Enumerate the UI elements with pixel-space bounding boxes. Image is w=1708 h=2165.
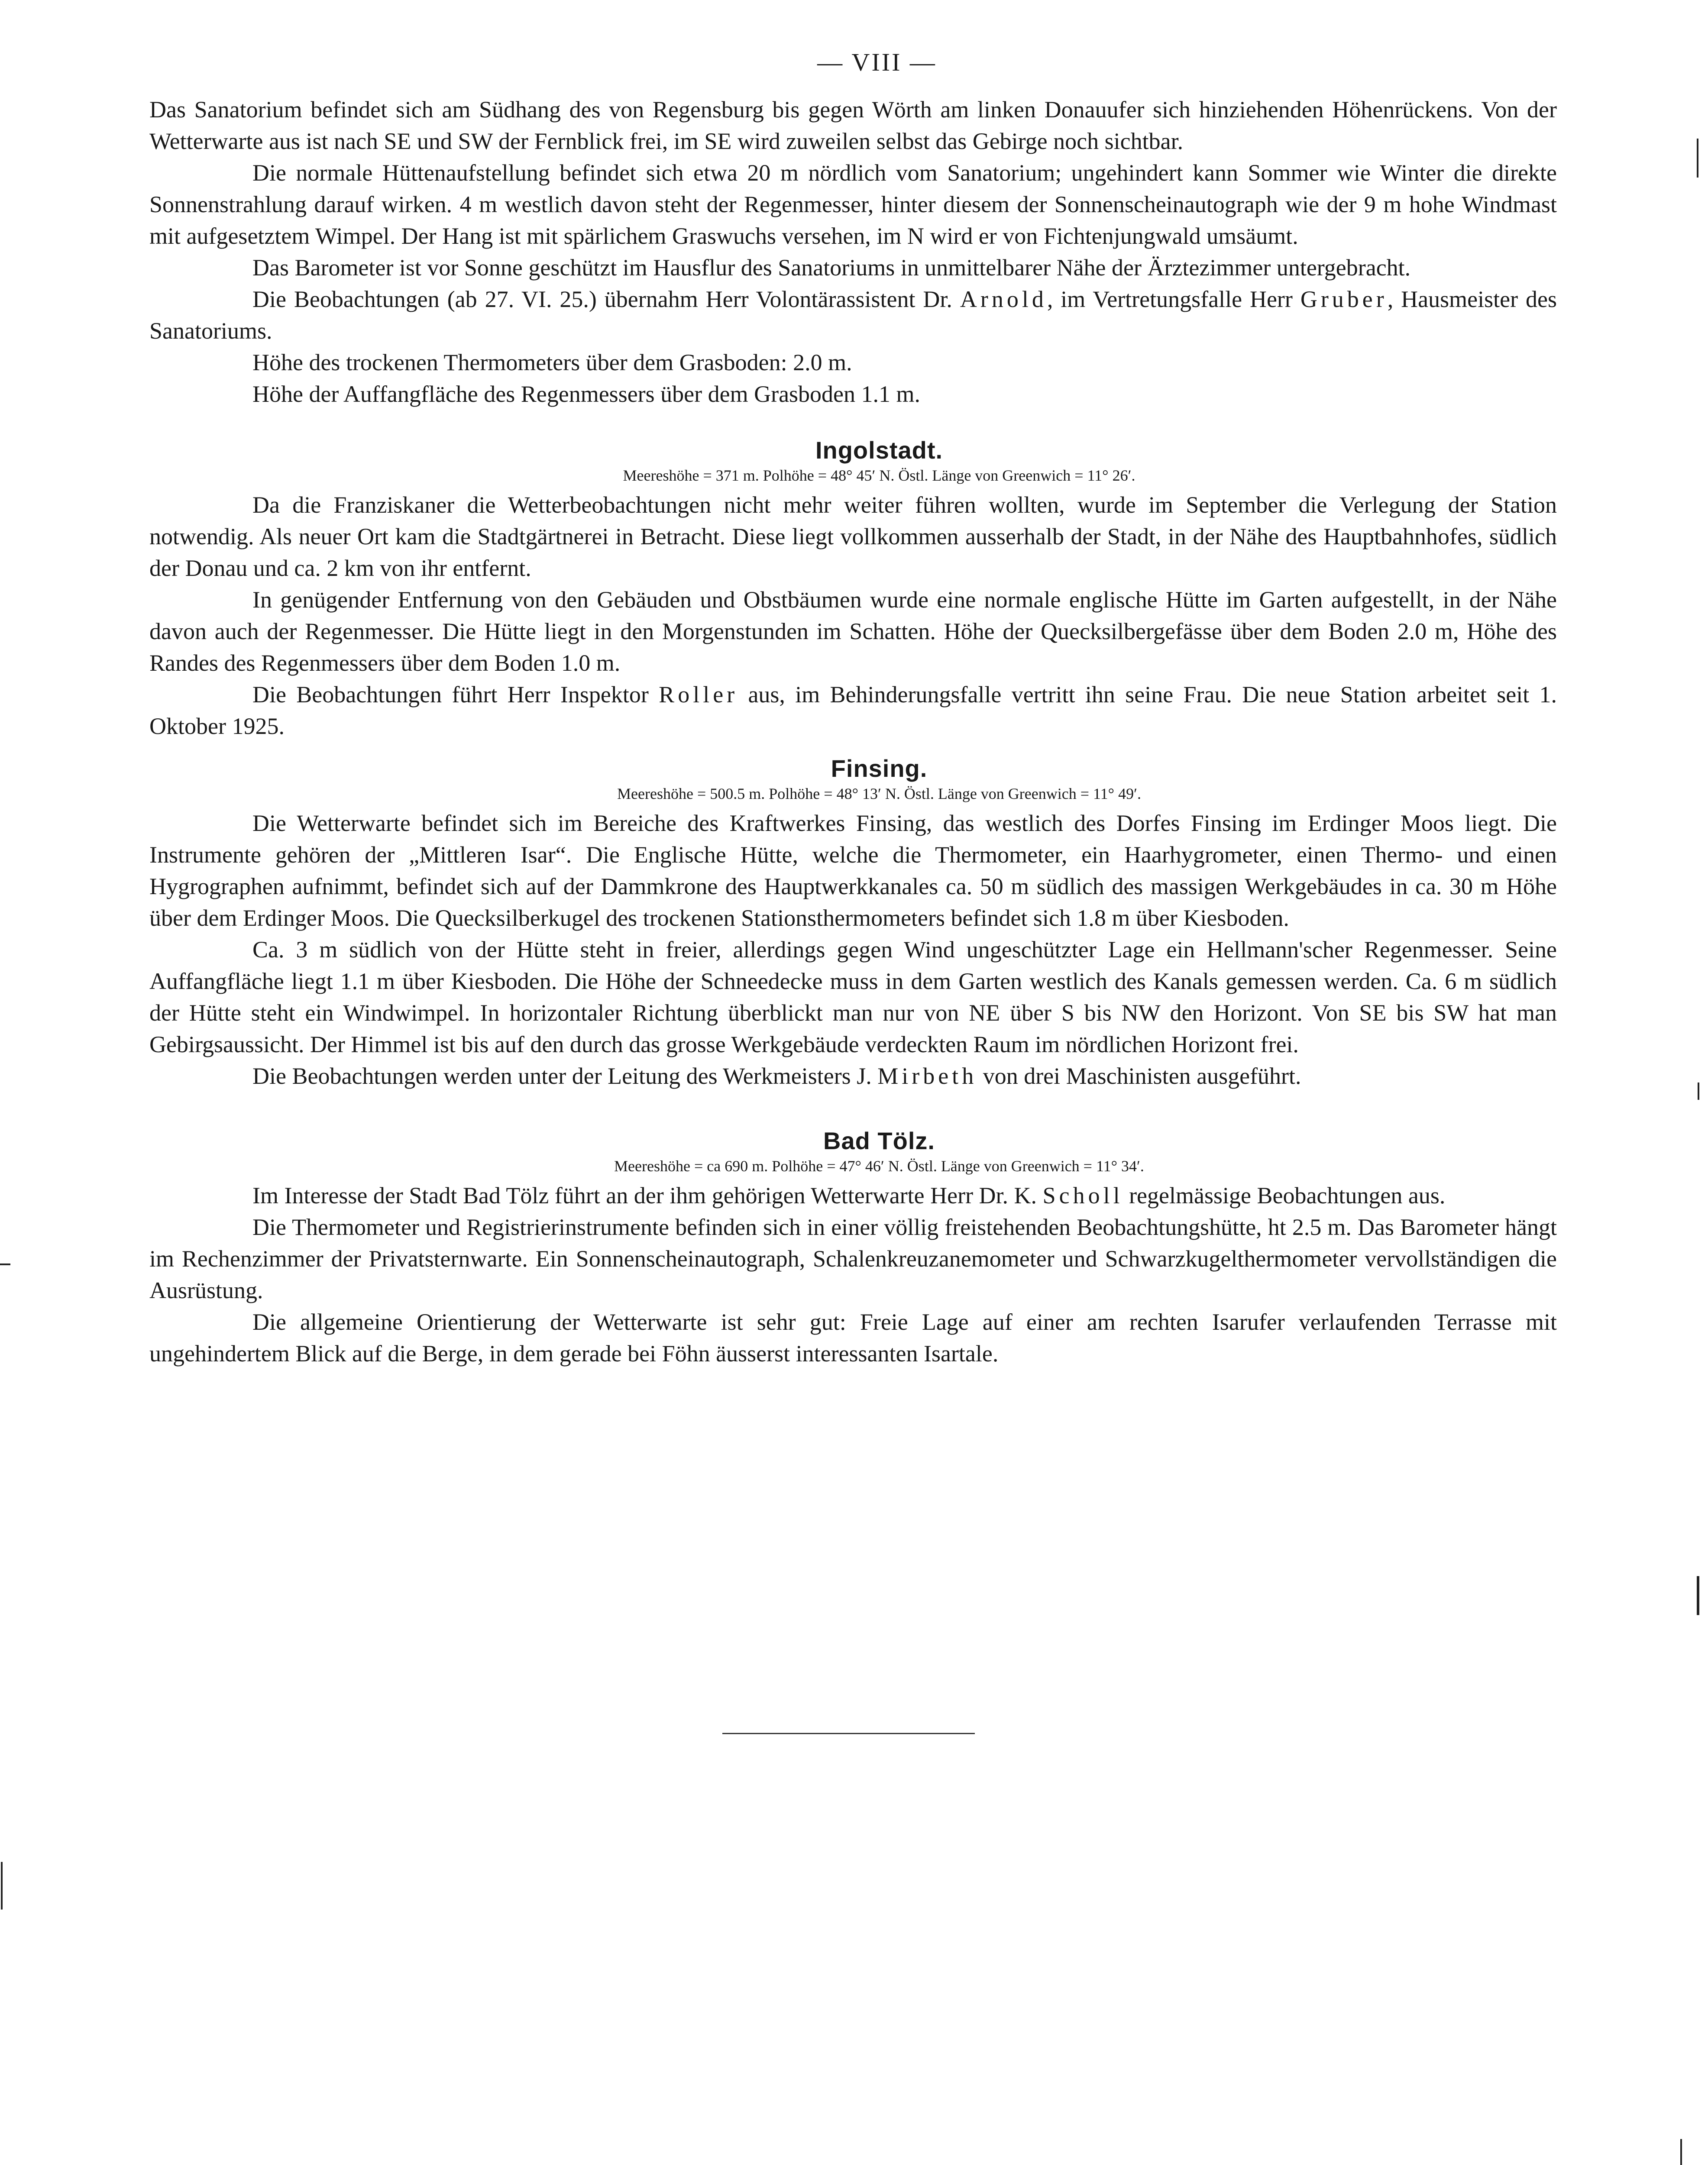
ingolstadt-observers-text-2: aus, im Behinderungsfalle vertritt ihn seine Frau. Die neue Station arbeitet seit 1. Oktober 1925. (149, 682, 1557, 739)
paragraph-observers (149, 284, 1557, 347)
paragraph-thermometer-height: Höhe des trockenen Thermometers über dem Grasboden: 2.0 m. (252, 349, 852, 375)
section-finsing (149, 754, 1557, 1092)
section-bad-toelz (149, 1127, 1557, 1370)
meta-finsing: Meereshöhe = 500.5 m. Polhöhe = 48° 13′ N. Östl. Länge von Greenwich = 11° 49′. (617, 785, 1141, 802)
finsing-observers-text-1: Die Beobachtungen werden unter der Leitung des Werkmeisters J. (252, 1063, 878, 1089)
heading-ingolstadt: Ingolstadt. (815, 436, 943, 464)
observer-name-roller: Roller (659, 682, 738, 708)
observers-text-2: , im Vertretungsfalle Herr (1047, 286, 1300, 312)
scan-margin-mark (1, 1862, 3, 1910)
scan-margin-mark (1698, 1082, 1699, 1100)
document-page (149, 48, 1557, 1370)
finsing-observers-text-2: von drei Maschinisten ausgeführt. (977, 1063, 1301, 1089)
paragraph-toelz-instruments: Die Thermometer und Registrierinstrumente befinden sich in einer völlig freistehenden Beobachtungshütte, ht 2.5 m. Das Barometer hängt im Rechenzimmer der Privatsternwarte. Ein Sonnenscheinautograph, Schalenkreuzanemometer und Schwarzkugelthermometer vervollständigen die Ausrüstung. (149, 1214, 1557, 1303)
heading-finsing: Finsing. (831, 755, 928, 782)
paragraph-hut-placement: Die normale Hüttenaufstellung befindet sich etwa 20 m nördlich vom Sanatorium; ungehindert kann Sommer wie Winter die direkte Sonnenstrahlung darauf wirken. 4 m westlich davon steht der Regenmesser, hinter diesem der Sonnenscheinautograph wie der 9 m hohe Windmast mit aufgesetztem Wimpel. Der Hang ist mit spärlichem Graswuchs versehen, im N wird er von Fichtenjungwald umsäumt. (149, 160, 1557, 249)
observer-name-gruber: Gruber (1300, 286, 1388, 312)
observers-text-1: Die Beobachtungen (ab 27. VI. 25.) übernahm Herr Volontärassistent Dr. (252, 286, 960, 312)
ingolstadt-observers-text-1: Die Beobachtungen führt Herr Inspektor (252, 682, 659, 708)
paragraph-toelz-orientation: Die allgemeine Orientierung der Wetterwarte ist sehr gut: Freie Lage auf einer am rechten Isarufer verlaufenden Terrasse mit ungehindertem Blick auf die Berge, in dem gerade bei Föhn äusserst interessanten Isartale. (149, 1309, 1557, 1367)
spacer (149, 410, 1557, 436)
paragraph-finsing-observers (149, 1060, 1557, 1092)
spacer (149, 1092, 1557, 1127)
toelz-observer-text-1: Im Interesse der Stadt Bad Tölz führt an der ihm gehörigen Wetterwarte Herr Dr. K. (252, 1183, 1043, 1209)
end-rule (722, 1733, 975, 1734)
meta-ingolstadt: Meereshöhe = 371 m. Polhöhe = 48° 45′ N. Östl. Länge von Greenwich = 11° 26′. (623, 467, 1135, 484)
heading-bad-toelz: Bad Tölz. (823, 1127, 935, 1154)
paragraph-finsing-raingauge: Ca. 3 m südlich von der Hütte steht in freier, allerdings gegen Wind ungeschützter Lage ein Hellmann'scher Regenmesser. Seine Auffangfläche liegt 1.1 m über Kiesboden. Die Höhe der Schneedecke muss in dem Garten westlich des Kanals gemessen werden. Ca. 6 m südlich der Hütte steht ein Windwimpel. In horizontaler Richtung überblickt man nur von NE über S bis NW den Horizont. Von SE bis SW hat man Gebirgsaussicht. Der Himmel ist bis auf den durch das grosse Werkgebäude verdeckten Raum im nördlichen Horizont frei. (149, 937, 1557, 1057)
toelz-observer-text-2: regelmässige Beobachtungen aus. (1123, 1183, 1446, 1209)
scan-margin-mark (1697, 139, 1698, 178)
scan-margin-mark (1697, 1576, 1699, 1615)
section-ingolstadt (149, 436, 1557, 742)
meta-bad-toelz: Meereshöhe = ca 690 m. Polhöhe = 47° 46′ N. Östl. Länge von Greenwich = 11° 34′. (614, 1157, 1144, 1175)
observer-name-mirbeth: Mirbeth (877, 1063, 977, 1089)
paragraph-sanatorium-location: Das Sanatorium befindet sich am Südhang des von Regensburg bis gegen Wörth am linken Donauufer sich hinziehenden Höhenrückens. Von der Wetterwarte aus ist nach SE und SW der Fernblick frei, im SE wird zuweilen selbst das Gebirge noch sichtbar. (149, 97, 1557, 154)
observer-name-scholl: Scholl (1042, 1183, 1123, 1209)
paragraph-ingolstadt-hut: In genügender Entfernung von den Gebäuden und Obstbäumen wurde eine normale englische Hütte im Garten aufgestellt, in der Nähe davon auch der Regenmesser. Die Hütte liegt in den Morgenstunden im Schatten. Höhe der Quecksilbergefässe über dem Boden 2.0 m, Höhe des Randes des Regenmessers über dem Boden 1.0 m. (149, 587, 1557, 676)
paragraph-ingolstadt-relocation: Da die Franziskaner die Wetterbeobachtungen nicht mehr weiter führen wollten, wurde im September die Verlegung der Station notwendig. Als neuer Ort kam die Stadtgärtnerei in Betracht. Diese liegt vollkommen ausserhalb der Stadt, in der Nähe des Hauptbahnhofes, südlich der Donau und ca. 2 km von ihr entfernt. (149, 492, 1557, 581)
paragraph-barometer: Das Barometer ist vor Sonne geschützt im Hausflur des Sanatoriums in unmittelbarer Nähe der Ärztezimmer untergebracht. (252, 255, 1411, 281)
spacer (149, 742, 1557, 754)
paragraph-toelz-observer (149, 1180, 1557, 1212)
scan-margin-mark (1680, 2139, 1682, 2165)
paragraph-finsing-location: Die Wetterwarte befindet sich im Bereiche des Kraftwerkes Finsing, das westlich des Dorfes Finsing im Erdinger Moos liegt. Die Instrumente gehören der „Mittleren Isar“. Die Englische Hütte, welche die Thermometer, ein Haarhygrometer, einen Thermo- und einen Hygrographen aufnimmt, befindet sich auf der Dammkrone des Hauptwerkkanales ca. 50 m südlich des massigen Werkgebäudes in ca. 30 m Höhe über dem Erdinger Moos. Die Quecksilberkugel des trockenen Stationsthermometers befindet sich 1.8 m über Kiesboden. (149, 810, 1557, 931)
paragraph-raingauge-height: Höhe der Auffangfläche des Regenmessers über dem Grasboden 1.1 m. (252, 381, 921, 407)
observer-name-arnold: Arnold (960, 286, 1047, 312)
page-number: — VIII — (817, 48, 937, 76)
section-sanatorium (149, 94, 1557, 410)
observers-text-3: , Hausmeister des Sanatoriums. (149, 286, 1557, 344)
scan-margin-mark (0, 1263, 10, 1265)
paragraph-ingolstadt-observers (149, 679, 1557, 742)
